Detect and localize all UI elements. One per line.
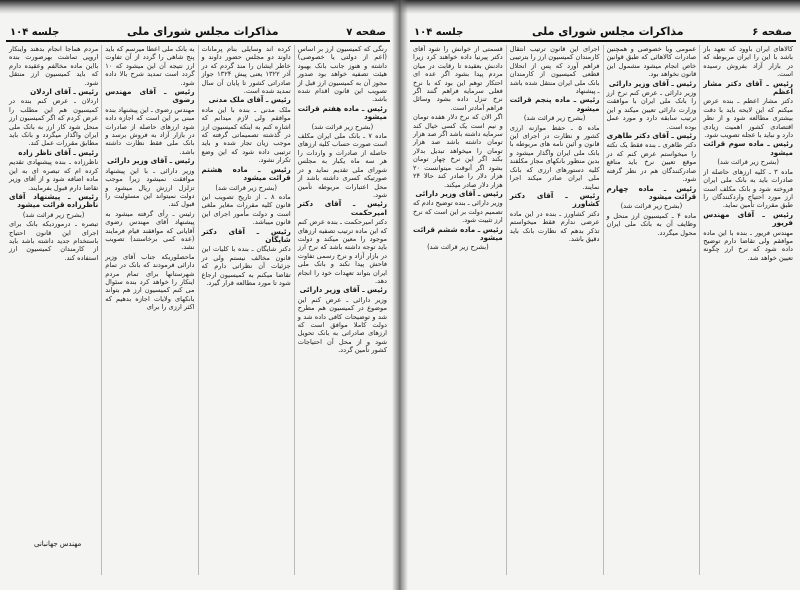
paragraph: اردلان ـ عرض کنم بنده در کمیسیون هم این مطلب را عرض کردم که اگر کمیسیون ارز منحل شود کار ارز به بانک ملی ایران واگذار میگردد و بانک باید مطابق مقررات عمل کند. — [9, 97, 99, 148]
session-number: جلسه ۱۰۴ — [414, 27, 464, 38]
paragraph: به بانک ملی اعطا میرسم که باید پنج شاهی را گردد از آن تفاوت ارز نتیجه آن این میشود که ۱۰ گردد است تمدید شرح بالا داده شود. — [105, 45, 195, 87]
speaker-heading: رئیس ـ آقای ناظر زاده — [18, 147, 99, 157]
paragraph: قسمتی از خوانش را شود آقای دکتر پیرنیا داده خواهند کرد زیرا دادنش بعقیده تا رقابت در میان مردم پیدا بشود اگر عده ای احتکار توهم این بود که با نرخ فعلی سرمایه فراهم گنند اگر نرخ تنزل داده بشود وسائل فراهم آمادتر است. — [413, 45, 503, 112]
speaker-heading: رئیس ـ ماده سوم قرائت میشود — [703, 139, 793, 157]
page-title: مذاکرات مجلس شورای ملی — [532, 25, 684, 38]
signature: مهندس جهانبانی — [34, 540, 82, 548]
text-column — [410, 45, 506, 575]
paragraph: دکتر طاهری ـ بنده فقط یک نکته را میخواستم عرض کنم که در موقع تعیین نرخ باید منافع صادرکنندگان هم در نظر گرفته شود. — [606, 141, 697, 184]
paragraph: کالاهای ایران باوود که تعهد باز باشد با این را ایران مربوطه که در بازار آزاد بفروش رسیده است. — [703, 45, 793, 79]
right-page — [410, 16, 796, 576]
text-columns — [6, 45, 390, 575]
paragraph: وزیر دارائی ـ عرض کنم نرخ ارز را بانک ملی ایران با موافقت وزارت دارائی تعیین میکند و این ترتیب سابقه دارد و مورد عمل بوده است. — [606, 89, 697, 131]
paragraph: ماحصلوریکه جناب آقای وزیر دارائی فرمودند که بانک در تمام شهرستانها برای تمام مردم اینکار را خواهد کرد بنده سئوال می کنم کمیسیون ارز هم بتواند بانکهای ولایات اجازه بدهیم که اکثر ارزی را برای — [105, 252, 195, 312]
speaker-heading: رئیس ـ آقای مهندس رضوی — [105, 87, 195, 105]
speaker-heading: رئیس ـ ماده ششم قرائت میشود — [413, 224, 503, 242]
paragraph: دکتر کشاورز ـ بنده در این ماده عرضی ندارم فقط میخواستم تذکر بدهم که نظارت بانک باید دقیق باشد. — [509, 209, 600, 243]
page-header — [6, 16, 390, 42]
speaker-heading: رئیس ـ ماده چهارم قرائت میشود — [606, 183, 697, 201]
paragraph: دکتر شایگان ـ بنده با کلیات این قانون مخالف نیستم ولی در جزئیات آن نظراتی دارم که تقاضا میکنم به کمیسیون ارجاع شود تا مورد مطالعه قرار گیرد. — [201, 245, 291, 287]
speaker-heading: رئیس ـ آقای دکتر طاهری — [606, 131, 697, 141]
paragraph: وزیر دارائی ـ بنده توضیح دادم که تصمیم دولت بر این است که نرخ ارز تثبیت شود. — [412, 199, 503, 225]
text-column — [603, 45, 700, 575]
speaker-heading: رئیس ـ آقای دکتر شایگان — [201, 226, 291, 244]
paragraph: کرده اند وسایلی بنام پرمانات داوند دو مجلس حضور داوند و خاطر ایشان را منذ گردم که در آذر ۱۳۲۲ یعنی پیش ۱۳۲۴ جواز صادراتی کشور تا پایان آن سال تمدید شده است. — [201, 45, 291, 96]
paragraph: دکتر مشار اعظم ـ بنده عرض میکنم که این لایحه باید با دقت بیشتری مطالعه شود و از نظر اقتصادی کشور اهمیت زیادی دارد و نباید با عجله تصویب شود. — [703, 97, 793, 140]
paragraph: وزیر دارائی ـ با این پیشنهاد موافقت نمیشود زیرا موجب تزلزل ارزش ریال میشود و دولت نمیتواند این مسئولیت را قبول کند. — [105, 166, 195, 209]
paragraph: مهندس رضوی ـ این پیشنهاد بنده مبنی بر این است که اجازه داده شود ارزهای حاصله از صادرات در بازار آزاد به فروش برسد و بانک ملی فقط نظارت داشته باشد. — [105, 105, 195, 156]
speaker-heading: رئیس ـ آقای وزیر دارائی — [107, 156, 195, 166]
paragraph: ماده ۴ ـ کمیسیون ارز منحل و وظایف آن به بانک ملی ایران محول میگردد. — [606, 211, 697, 237]
speaker-heading: رئیس ـ ماده پنجم قرائت میشود — [509, 95, 600, 113]
speaker-heading: رئیس ـ آقای اردلان — [30, 87, 99, 97]
paragraph: اگر الان که نرخ دلار هفده تومان و نیم است یک کسی خیال کند سرمایه داشته باشد اگر صد هزار تومان داشته باشد صد هزار تومان را میخواهد تبدیل بدلار بکند اگر این نرخ چهار تومان بشود اگر آنوقت میتوانست ۲۰ هزار دلار را صادر کند حالا ۲۴ هزار دلار صادر میکند. — [413, 113, 503, 189]
paragraph: مهندس فریور ـ بنده با این ماده موافقم ولی تقاضا دارم توضیح داده شود که نرخ ارز چگونه تعیین خواهد شد. — [703, 228, 793, 262]
paragraph: رئیس ـ رأی گرفته میشود به پیشنهاد آقای مهندس رضوی آقایانی که موافقند قیام فرمایند (عده کمی برخاستند) تصویب نشد. — [105, 209, 195, 252]
reading-note: (بشرح زیر قرائت شد) — [311, 122, 374, 131]
speaker-heading: رئیس ـ آقای دکتر امیرحکمت — [297, 199, 387, 217]
paragraph: مردم هماجا انجام بدهند واینکار اروپی تماشت بهرصورت بنده بااین ماده مخالفم وعقیده دارم که باید کمیسیون ارز منتقل شود. — [9, 45, 99, 87]
speaker-heading: رئیس ـ آقای ملک مدنی — [208, 95, 291, 105]
reading-note: (بشرح زیر قرائت شد) — [620, 202, 683, 211]
page-title: مذاکرات مجلس شورای ملی — [127, 25, 279, 38]
reading-note: (بشرح زیر قرائت شد) — [215, 183, 277, 192]
paragraph: دکتر امیرحکمت ـ بنده عرض کنم که این ماده ترتیب تصفیه ارزهای موجود را معین میکند و دولت باید توجه داشته باشد که نرخ ارز در بازار آزاد و نرخ رسمی تفاوت فاحش پیدا نکند و بانک ملی ایران بتواند تعهدات خود را انجام دهد. — [297, 218, 387, 285]
text-column — [699, 45, 796, 575]
speaker-heading: رئیس ـ ماده هفتم قرائت میشود — [297, 103, 387, 122]
reading-note: (بشرح زیر قرائت شد) — [22, 210, 85, 219]
text-column — [6, 45, 101, 575]
paragraph: عمومی ویا خصوصی و همچنین صادرات کالاهائی که طبق قوانین خاص انجام میشود مشمول این قانون نخواهد بود. — [606, 45, 697, 79]
paragraph: ناظرزاده ـ بنده پیشنهادی تقدیم کرده ام که تبصره ای به این ماده اضافه شود و از آقای وزیر تقاضا دارم قبول بفرمایند. — [9, 158, 99, 192]
paragraph: ماده ۷ ـ بانک ملی ایران مکلف است صورت حساب کلیه ارزهای حاصله از صادرات و واردات را هر سه ماه یکبار به مجلس شورای ملی تقدیم نماید و در صورتیکه کسری داشته باشد از محل اعتبارات مربوطه تأمین شود. — [297, 132, 387, 199]
paragraph: تبصره ـ درموردیکه بانک برای اجرای این قانون احتیاج باستخدام جدید داشته باشد باید از کارمندان کمیسیون ارز استفاده کند. — [9, 220, 99, 262]
session-number: جلسه ۱۰۴ — [10, 27, 60, 38]
text-column — [101, 45, 197, 575]
paragraph: وزیر دارائی ـ عرض کنم این موضوع در کمیسیون هم مطرح شد و توضیحات کافی داده شد و دولت کاملا موافق است که ارزهای صادراتی به بانک تحویل شود و از محل آن احتیاجات کشور تأمین گردد. — [297, 295, 387, 355]
speaker-heading: رئیس ـ آقای دکتر مشار اعظم — [703, 78, 793, 97]
paragraph: ماده ۵ ـ حفظ موازنه ارزی کشور و نظارت در اجرای این قانون و آئین نامه های مربوطه با بانک ملی ایران واگذار میشود و بدین منظور بانکهای مجاز مکلفند کلیه دستورهای ارزی که بانک ملی ایران صادر میکند اجرا نمایند. — [509, 123, 600, 191]
speaker-heading: رئیس ـ پیشنهاد آقای ناظرزاده قرائت میشود — [9, 191, 99, 210]
text-columns — [410, 45, 796, 575]
page-number: صفحه ۶ — [752, 27, 792, 38]
speaker-heading: رئیس ـ آقای مهندس فریور — [703, 209, 793, 228]
left-page — [6, 16, 390, 576]
speaker-heading: رئیس ـ آقای وزیر دارائی — [299, 285, 387, 295]
speaker-heading: رئیس ـ آقای وزیر دارائی — [415, 188, 503, 198]
page-number: صفحه ۷ — [346, 27, 386, 38]
reading-note: (بشرح زیر قرائت شد) — [523, 114, 586, 123]
text-column — [198, 45, 294, 575]
paragraph: رنگی که کمیسیون ارز بر اساس (اعم از دولتی یا خصوصی) داشته و هنوز جانب بانک بهبود هیئت تصفیه خواهد بود صدور مجوز آن به کمیسیون ارز قبل از تصویب این قانون اقدام شده باشد. — [297, 45, 387, 104]
paragraph: اجرای این قانون ترتیب انتقال کارمندان کمیسیون ارز را بترتیبی فراهم آورد که پس از انحلال قطعی کمیسیون از کارمندان بانک ملی ایران منتقل شده باشد ـ پیشنهاد — [509, 45, 600, 96]
speaker-heading: رئیس ـ آقای وزیر دارائی — [608, 78, 697, 88]
speaker-heading: رئیس ـ آقای دکتر کشاورز — [509, 190, 600, 209]
reading-note: (بشرح زیر قرائت شد) — [717, 158, 779, 167]
page-header — [410, 16, 796, 42]
reading-note: (بشرح زیر قرائت شد) — [427, 243, 489, 252]
paragraph: ماده ۳ ـ کلیه ارزهای حاصله از صادرات باید به بانک ملی ایران فروخته شود و بانک مکلف است ارز مورد احتیاج واردکنندگان را طبق مقررات تأمین نماید. — [703, 167, 794, 210]
paragraph: ملک مدنی ـ بنده با این ماده موافقم ولی لازم میدانم که اشاره کنم به اینکه کمیسیون ارز در گذشته تصمیماتی گرفته که موجب زیان تجار شده و باید ترتیبی داده شود که این وضع تکرار نشود. — [201, 105, 291, 165]
page-gutter — [392, 0, 408, 590]
speaker-heading: رئیس ـ ماده هشتم قرائت میشود — [201, 164, 291, 183]
paragraph: ماده ۸ ـ از تاریخ تصویب این قانون کلیه مقررات مغایر ملغی است و دولت مأمور اجرای این قانون میباشد. — [201, 192, 291, 227]
text-column — [294, 45, 390, 575]
text-column — [506, 45, 603, 575]
